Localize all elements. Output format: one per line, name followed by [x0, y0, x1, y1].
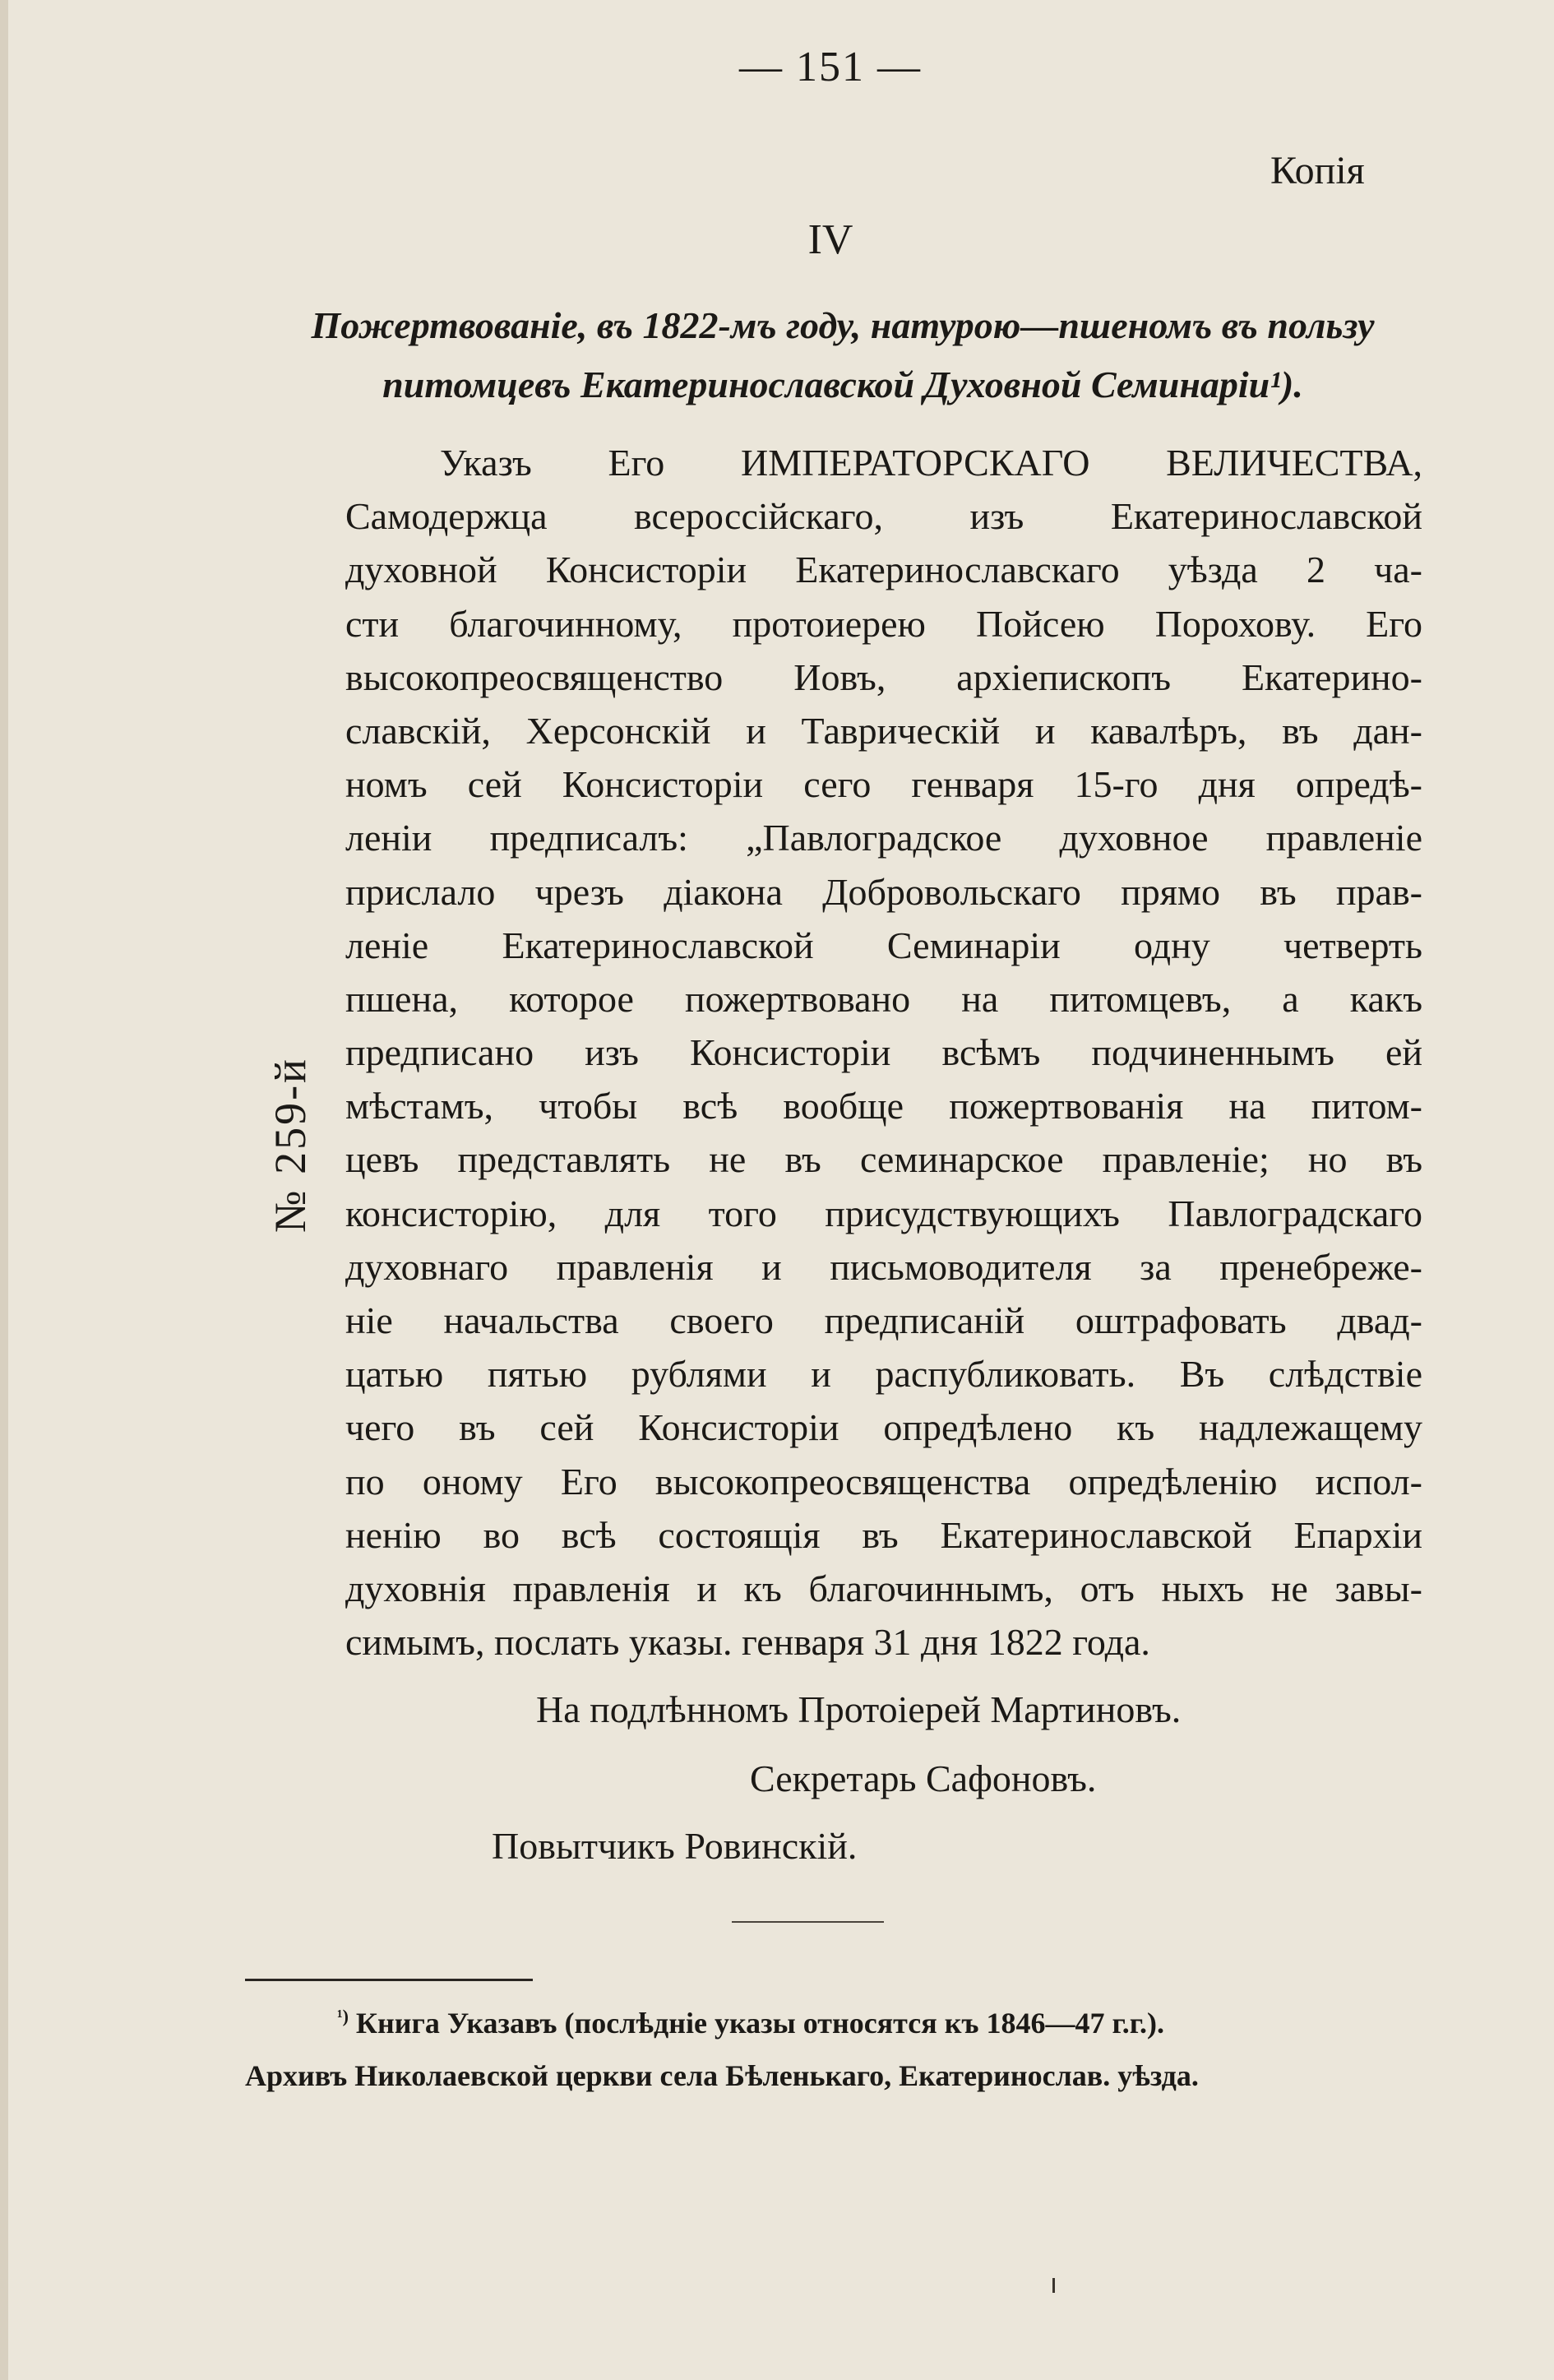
text-line: предписано изъ Консисторіи всѣмъ подчиненнымъ ей [345, 1031, 1422, 1074]
stray-mark [1052, 2278, 1055, 2293]
text-line: леніе Екатеринославской Семинаріи одну четверть [345, 924, 1422, 966]
signature-archpriest: На подлѣнномъ Протоіерей Мартиновъ. [536, 1688, 1182, 1730]
footnote [245, 1990, 1429, 2102]
heading-line: питомцевъ Екатеринославской Духовной Семинаріи¹). [382, 363, 1303, 405]
text-line: консисторію, для того присудствующихъ Павлоградскаго [345, 1192, 1422, 1234]
text-line: духовнаго правленія и письмоводителя за пренебреже- [345, 1245, 1422, 1288]
text-line: славскій, Херсонскій и Таврическій и кавалѣръ, въ дан- [345, 709, 1422, 752]
text-line: сти благочинному, протоиерею Пойсею Порохову. Его [345, 602, 1422, 645]
page-edge [0, 0, 8, 2380]
text-line: цевъ представлять не въ семинарское правленіе; но въ [345, 1138, 1422, 1181]
text-line: пшена, которое пожертвовано на питомцевъ, а какъ [345, 977, 1422, 1020]
text-line: Самодержца всероссійскаго, изъ Екатеринославской [345, 495, 1422, 538]
text-line: ненію во всѣ состоящія въ Екатеринославской Епархіи [345, 1513, 1422, 1556]
text-line: Указъ Его ИМПЕРАТОРСКАГО ВЕЛИЧЕСТВА, [440, 442, 1422, 484]
text-line: прислало чрезъ діакона Добровольскаго прямо въ прав- [345, 870, 1422, 913]
footnote-text: Книга Указавъ (послѣдніе указы относятся къ 1846—47 г.г.). [355, 2007, 1165, 2040]
signature-clerk: Повытчикъ Ровинскій. [492, 1825, 858, 1867]
section-numeral: IV [807, 216, 853, 263]
section-heading [247, 296, 1439, 414]
footnote-line [245, 1990, 1429, 2049]
footnote-line: Архивъ Николаевской церкви села Бѣленькаго, Екатеринослав. уѣзда. [245, 2059, 1199, 2092]
decree-text [345, 436, 1422, 1669]
text-line: леніи предписалъ: „Павлоградское духовное правленіе [345, 817, 1422, 859]
text-line: духовнія правленія и къ благочиннымъ, отъ ныхъ не завы- [345, 1567, 1422, 1609]
margin-number-stamp: № 259-й [266, 1057, 315, 1233]
heading-line: Пожертвованіе, въ 1822-мъ году, натурою—пшеномъ въ пользу [311, 304, 1375, 346]
end-divider [732, 1921, 884, 1923]
text-line: мѣстамъ, чтобы всѣ вообще пожертвованія на питом- [345, 1085, 1422, 1127]
text-line: духовной Консисторіи Екатеринославскаго уѣзда 2 ча- [345, 549, 1422, 591]
text-line: симымъ, послать указы. генваря 31 дня 1822 года. [345, 1621, 1150, 1664]
text-line: чего въ сей Консисторіи опредѣлено къ надлежащему [345, 1406, 1422, 1449]
text-line: номъ сей Консисторіи сего генваря 15-го дня опредѣ- [345, 763, 1422, 806]
text-line: высокопреосвященство Иовъ, архіепископъ Екатерино- [345, 655, 1422, 698]
signature-secretary: Секретарь Сафоновъ. [750, 1757, 1097, 1799]
footnote-divider [245, 1979, 533, 1981]
text-line: цатью пятью рублями и распубликовать. Въ слѣдствіе [345, 1353, 1422, 1396]
page-number: — 151 — [739, 44, 922, 90]
text-line: по оному Его высокопреосвященства опредѣленію испол- [345, 1460, 1422, 1503]
text-line: ніе начальства своего предписаній оштрафовать двад- [345, 1299, 1422, 1341]
copy-label: Копія [1270, 149, 1365, 192]
footnote-marker: ¹) [337, 2006, 349, 2026]
